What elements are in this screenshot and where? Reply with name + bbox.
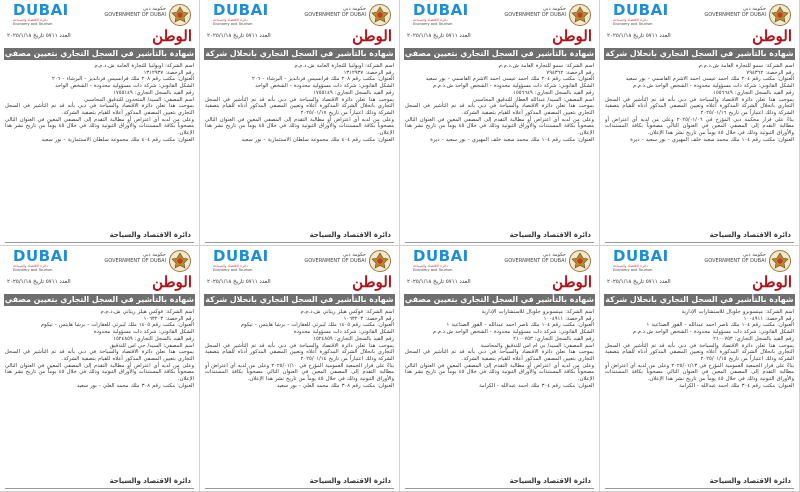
gov-text xyxy=(704,252,766,264)
notice-footer xyxy=(408,229,591,241)
emblem-icon xyxy=(568,249,592,273)
dubai-wordmark: DUBAI xyxy=(13,247,69,265)
notice-body-line: الشكل القانوني: شركة ذات مسؤولية محدودة xyxy=(293,329,394,336)
issue-line: العدد ٥٧١١ تاريخ ٢٠٢٥/١/١٨ xyxy=(607,33,671,39)
notice-body-line: العنوان: مكتب رقم ١٠٤ ملك ناصر احمد عبدالله - القوز الصناعية ١ xyxy=(446,322,594,329)
notice-headline: شهادة بالتأشير في السجل التجاري بانحلال شركة xyxy=(205,295,394,304)
notice-footer xyxy=(208,229,391,241)
issue-line: العدد ٥٧١١ تاريخ ٢٠٢٥/١/١٨ xyxy=(207,279,271,285)
dubai-economy-logo xyxy=(13,3,73,27)
notice-body-line: اسم المصفي: السيد/ المتحدون للتدقيق المحاسبي xyxy=(83,96,194,103)
notice-body-line: اسم الشركة: ميتسوبرو جلوبال للاستشارات الإدارية xyxy=(681,309,794,315)
logo-strip xyxy=(5,3,194,27)
notice-headline: شهادة بالتأشير في السجل التجاري بتعيين مصفي xyxy=(4,49,195,58)
dubai-economy-logo xyxy=(213,249,273,273)
dubai-subtitle-en: Economy and Tourism xyxy=(613,22,653,26)
gov-text-en: GOVERNMENT OF DUBAI xyxy=(104,258,166,264)
notice-body-line: رقم القيد بالسجل التجاري: ٢١٠٠٧٥٣ xyxy=(713,335,794,342)
notice-body-line: رقم القيد بالسجل التجاري: ١٥٢٤٨٥٩ xyxy=(113,335,194,342)
notice-body-line: رقم القيد بالسجل التجاري: ٢١٠٠٧٥٣ xyxy=(513,335,594,342)
notice-card xyxy=(400,0,600,246)
notice-body-line: رقم الرخصة: ١٣١٢٩٣٧ xyxy=(343,69,394,76)
gov-text-ar: حكومة دبي xyxy=(142,6,166,12)
dubai-subtitle-ar: دائرة الاقتصاد والسياحة xyxy=(213,18,248,22)
notice-card xyxy=(600,0,800,246)
notice-body-line: اسم الشركة: اوبولنيا للتجارة العامة ش.ذ.م.م xyxy=(294,63,394,69)
gov-text-ar: حكومة دبي xyxy=(742,252,766,258)
signoff: دائرة الاقتصاد والسياحة xyxy=(709,477,791,485)
notice-body-line: رقم القيد بالسجل التجاري: ١٥٥٦٦٤٩ xyxy=(513,89,594,96)
notice-body-line: العنوان: مكتب رقم ٢٠٨ ملك فرانسيس فرنانديز - البرشاء - ٢٠٦ xyxy=(51,76,194,83)
issue-line: العدد ٥٧١١ تاريخ ٢٠٢٥/١/١٨ xyxy=(407,33,471,39)
notice-body-line: الشكل القانوني: شركة ذات مسؤولية محدودة xyxy=(93,329,194,336)
notice-card xyxy=(0,0,200,246)
notice-body-line: رقم القيد بالسجل التجاري: ١٥٥٦٦٤٩ xyxy=(713,89,794,96)
dubai-wordmark: DUBAI xyxy=(613,1,669,19)
newspaper-name: الوطن xyxy=(352,273,392,291)
gov-text-ar: حكومة دبي xyxy=(142,252,166,258)
gov-text-ar: حكومة دبي xyxy=(542,252,566,258)
signoff: دائرة الاقتصاد والسياحة xyxy=(709,231,791,239)
notice-footer xyxy=(8,475,191,487)
notice-card xyxy=(600,246,800,492)
notice-body-line: رقم الرخصة: ١٠٠٤٩١١ xyxy=(543,315,594,322)
notice-body xyxy=(405,63,594,143)
dubai-subtitle-ar: دائرة الاقتصاد والسياحة xyxy=(13,18,48,22)
signoff: دائرة الاقتصاد والسياحة xyxy=(309,477,391,485)
dubai-subtitle-en: Economy and Tourism xyxy=(413,268,453,272)
emblem-icon xyxy=(168,3,192,27)
dubai-economy-logo xyxy=(613,3,673,27)
notice-body-line: وعلى من لديه أي اعتراض أو مطالبة التقدم إلى المصفي المعين في العنوان التالي مصحوباً بكافة المستندات والأوراق الثبوتية وذلك في خلال ٤٥ يوماً من تاريخ نشر هذا الإعلان. xyxy=(405,362,594,383)
notice-body-line: الشكل القانوني: شركة ذات مسؤولية محدودة - الشخص الواحد xyxy=(55,83,194,90)
dubai-subtitle-ar: دائرة الاقتصاد والسياحة xyxy=(213,264,248,268)
notice-body-line: اسم المصفي: السيد/ عبدالله العطار للتدقيق المحاسبي xyxy=(473,96,594,103)
gov-text-en: GOVERNMENT OF DUBAI xyxy=(704,12,766,18)
notice-body-line: اسم الشركة: فوكس هيلز ريتاني ش.ذ.م.م xyxy=(100,309,194,315)
notice-body-line: بناءً على قرار الجمعية العمومية المؤرخ في ٢٠٢٥/٠١/١٣ وعلى من لديه أي اعتراض أو مطالبة التقدم إلى المصفي المعين في العنوان التالي مصحوباً بكافة المستندات والأوراق الثبوتية وذلك في خلال ٤٥ يوماً من تاريخ نشر هذا الإعلان. xyxy=(605,362,794,383)
notice-body-line: رقم الرخصة: ١٠٠٤٩١١ xyxy=(743,315,794,322)
issue-line: العدد ٥٧١١ تاريخ ٢٠٢٥/١/١٨ xyxy=(7,279,71,285)
notice-body-line: اسم المصفي: السيد/ جي اس للتدقيق xyxy=(109,342,194,349)
signoff: دائرة الاقتصاد والسياحة xyxy=(509,477,591,485)
dubai-subtitle-en: Economy and Tourism xyxy=(613,268,653,272)
notice-body xyxy=(605,63,794,143)
signoff: دائرة الاقتصاد والسياحة xyxy=(309,231,391,239)
notice-body-line: وعلى من لديه أي اعتراض أو مطالبة التقدم إلى المصفي المعين في العنوان التالي مصحوباً بكافة المستندات والأوراق الثبوتية وذلك في خلال ٤٥ يوماً من تاريخ نشر هذا الإعلان. xyxy=(405,116,594,137)
newspaper-name: الوطن xyxy=(752,27,792,45)
emblem-icon xyxy=(168,249,192,273)
footer-divider xyxy=(5,488,194,489)
notice-body-line: رقم الرخصة: ٧٩٤٣٦٢ xyxy=(546,69,594,76)
notice-body-line: العنوان: مكتب رقم ٣٠٤ ملك احمد عبدالله - الكرامة xyxy=(679,382,794,389)
notice-body-line: العنوان: مكتب رقم ٢٠٨ ملك فرانسيس فرنانديز - البرشاء - ٢٠٦ xyxy=(251,76,394,83)
newspaper-masthead xyxy=(5,274,194,292)
notice-body-line: الشكل القانوني: شركة ذات مسؤولية محدودة - الشخص الواحد xyxy=(255,83,394,90)
notice-body-line: الشكل القانوني: شركة ذات مسؤولية محدودة - الشخص الواحد ش.ذ.م.م xyxy=(633,83,794,90)
newspaper-masthead xyxy=(5,28,194,46)
notice-body-line: رقم الرخصة: ١٣١٢٩٣٧ xyxy=(143,69,194,76)
gov-text xyxy=(504,6,566,18)
dubai-subtitle-ar: دائرة الاقتصاد والسياحة xyxy=(413,18,448,22)
notice-headline: شهادة بالتأشير في السجل التجاري بتعيين مصفي xyxy=(404,295,595,304)
footer-divider xyxy=(405,488,594,489)
notice-body-line: بموجب هذا تعلن دائرة الاقتصاد والسياحة في دبي بأنه قد تم التأشير في السجل التجاري بانحلال الشركة المذكورة أعلاه وتعيين المصفي المذكور أدناه للقيام بتصفية الشركة وذلك اعتباراً من تاريخ ٢٠٢٥/٠١/١٤ xyxy=(205,342,394,362)
emblem-icon xyxy=(568,3,592,27)
emblem-icon xyxy=(368,3,392,27)
newspaper-name: الوطن xyxy=(152,27,192,45)
notice-body xyxy=(5,63,194,143)
notice-body-line: العنوان: مكتب رقم ١٠٤ ملك محمد سعيد خلف المهيري - بور سعيد - ديرة xyxy=(630,136,794,143)
notice-headline: شهادة بالتأشير في السجل التجاري بانحلال شركة xyxy=(605,295,794,304)
notice-body-line: رقم القيد بالسجل التجاري: ١٧٥٥١٤٩ xyxy=(313,89,394,96)
notice-body-line: اسم الشركة: فوكس هيلز ريتاني ش.ذ.م.م xyxy=(300,309,394,315)
gov-text-en: GOVERNMENT OF DUBAI xyxy=(504,258,566,264)
gov-text-ar: حكومة دبي xyxy=(342,252,366,258)
notice-body-line: رقم الرخصة: ٧٩٤٣٦٢ xyxy=(746,69,794,76)
notice-body xyxy=(405,309,594,389)
notice-body-line: الشكل القانوني: شركة ذات مسؤولية محدودة - الشخص الواحد ش.ذ.م.م xyxy=(633,329,794,336)
notice-body-line: العنوان: مكتب رقم ٤٠٤ ملك مجموعة سلطان الاستثمارية - بور سعيد xyxy=(41,136,194,143)
signoff: دائرة الاقتصاد والسياحة xyxy=(509,231,591,239)
notice-headline: شهادة بالتأشير في السجل التجاري بتعيين مصفي xyxy=(4,295,195,304)
notice-body-line: رقم القيد بالسجل التجاري: ١٧٥٥١٤٩ xyxy=(113,89,194,96)
logo-strip xyxy=(405,249,594,273)
notice-body-line: العنوان: مكتب رقم ٣٠٨ ملك محمد العلي - بور سعيد xyxy=(276,382,394,389)
logo-strip xyxy=(205,3,394,27)
notice-headline: شهادة بالتأشير في السجل التجاري بتعيين مصفي xyxy=(404,49,595,58)
issue-line: العدد ٥٧١١ تاريخ ٢٠٢٥/١/١٨ xyxy=(7,33,71,39)
gov-text xyxy=(704,6,766,18)
gov-text xyxy=(504,252,566,264)
notice-footer xyxy=(8,229,191,241)
dubai-subtitle-en: Economy and Tourism xyxy=(13,22,53,26)
notice-body-line: بموجب هذا تعلن دائرة الاقتصاد والسياحة في دبي بأنه قد تم التأشير في السجل التجاري بتعيين المصفي المذكور أعلاه للقيام بتصفية الشركة. xyxy=(5,349,194,362)
dubai-economy-logo xyxy=(613,249,673,273)
gov-text-ar: حكومة دبي xyxy=(742,6,766,12)
newspaper-masthead xyxy=(405,274,594,292)
gov-text-ar: حكومة دبي xyxy=(542,6,566,12)
newspaper-name: الوطن xyxy=(552,273,592,291)
dubai-subtitle-ar: دائرة الاقتصاد والسياحة xyxy=(13,264,48,268)
notice-card xyxy=(200,0,400,246)
gov-text-en: GOVERNMENT OF DUBAI xyxy=(104,12,166,18)
notice-body-line: رقم القيد بالسجل التجاري: ١٥٢٤٨٥٩ xyxy=(313,335,394,342)
logo-strip xyxy=(605,3,794,27)
logo-strip xyxy=(5,249,194,273)
dubai-subtitle-ar: دائرة الاقتصاد والسياحة xyxy=(613,264,648,268)
notice-body-line: العنوان: مكتب رقم ٤٠٤ ملك مجموعة سلطان الاستثمارية - بور سعيد xyxy=(241,136,394,143)
footer-divider xyxy=(605,488,794,489)
newspaper-masthead xyxy=(605,274,794,292)
notice-body-line: اسم الشركة: سمو للتجارة العامة ش.ذ.م.م xyxy=(698,63,794,69)
dubai-wordmark: DUBAI xyxy=(413,1,469,19)
dubai-subtitle-ar: دائرة الاقتصاد والسياحة xyxy=(413,264,448,268)
notice-body-line: بموجب هذا تعلن دائرة الاقتصاد والسياحة في دبي بأنه قد تم التأشير في السجل التجاري بتعيين المصفي المذكور أعلاه للقيام بتصفية الشركة. xyxy=(405,349,594,362)
notice-footer xyxy=(408,475,591,487)
dubai-subtitle-ar: دائرة الاقتصاد والسياحة xyxy=(613,18,648,22)
newspaper-name: الوطن xyxy=(352,27,392,45)
footer-divider xyxy=(205,242,394,243)
logo-strip xyxy=(205,249,394,273)
dubai-wordmark: DUBAI xyxy=(213,1,269,19)
dubai-wordmark: DUBAI xyxy=(213,247,269,265)
dubai-economy-logo xyxy=(413,3,473,27)
dubai-economy-logo xyxy=(213,3,273,27)
notice-body-line: العنوان: مكتب رقم ٣٠٤ ملك احمد عبدالله - الكرامة xyxy=(479,382,594,389)
notice-body-line: اسم الشركة: ميتسوبرو جلوبال للاستشارات الإدارية xyxy=(481,309,594,315)
issue-line: العدد ٥٧١١ تاريخ ٢٠٢٥/١/١٨ xyxy=(207,33,271,39)
gov-text xyxy=(304,6,366,18)
gov-text-en: GOVERNMENT OF DUBAI xyxy=(304,258,366,264)
footer-divider xyxy=(405,242,594,243)
notice-headline: شهادة بالتأشير في السجل التجاري بانحلال شركة xyxy=(605,49,794,58)
emblem-icon xyxy=(768,249,792,273)
notice-body-line: بموجب هذا تعلن دائرة الاقتصاد والسياحة في دبي بأنه قد تم التأشير في السجل التجاري بانحلال الشركة المذكورة أعلاه وتعيين المصفي المذكور أدناه للقيام بتصفية الشركة وذلك اعتباراً من تاريخ ٢٠٢٥/٠١/١٦ xyxy=(605,96,794,116)
footer-divider xyxy=(605,242,794,243)
notice-body-line: اسم الشركة: اوبولنيا للتجارة العامة ش.ذ.م.م xyxy=(94,63,194,69)
newspaper-masthead xyxy=(205,28,394,46)
notice-body xyxy=(205,63,394,143)
issue-line: العدد ٥٧١١ تاريخ ٢٠٢٥/١/١٨ xyxy=(607,279,671,285)
newspaper-name: الوطن xyxy=(152,273,192,291)
notice-body-line: وعلى من لديه أي اعتراض أو مطالبة التقدم إلى المصفي المعين في العنوان التالي مصحوباً بكافة المستندات والأوراق الثبوتية وذلك في خلال ٤٥ يوماً من تاريخ نشر هذا الإعلان. xyxy=(5,116,194,137)
notice-body-line: اسم المصفي: السيد/ بي ام اس للتدقيق والمحاسبة xyxy=(480,342,594,349)
notice-body-line: العنوان: مكتب رقم ١٠٤ ملك ناصر احمد عبدالله - القوز الصناعية ١ xyxy=(646,322,794,329)
gov-text xyxy=(304,252,366,264)
dubai-economy-logo xyxy=(413,249,473,273)
gov-text xyxy=(104,252,166,264)
notice-body-line: اسم الشركة: سمو للتجارة العامة ش.ذ.م.م xyxy=(498,63,594,69)
notice-body-line: بناءً على قرار محكمة دبي المؤرخ في ٢٠٢٥/٠١/٠٦ وعلى من لديه أي اعتراض أو مطالبة التقدم إلى المصفي المعين في العنوان التالي مصحوباً بكافة المستندات والأوراق الثبوتية وذلك في خلال ٤٥ يوماً من تاريخ نشر هذا الإعلان. xyxy=(605,116,794,137)
notice-footer xyxy=(608,475,791,487)
dubai-subtitle-en: Economy and Tourism xyxy=(13,268,53,272)
notice-body-line: بموجب هذا تعلن دائرة الاقتصاد والسياحة في دبي بأنه قد تم التأشير في السجل التجاري بتعيين المصفي المذكور أعلاه للقيام بتصفية الشركة. xyxy=(5,103,194,116)
notice-body-line: العنوان: مكتب رقم ١٤٠٥ ملك ليبرتي للعقارات - برشا هايتس - تيكوم xyxy=(40,322,194,329)
emblem-icon xyxy=(768,3,792,27)
newspaper-masthead xyxy=(405,28,594,46)
notice-card xyxy=(200,246,400,492)
dubai-subtitle-en: Economy and Tourism xyxy=(213,22,253,26)
newspaper-masthead xyxy=(205,274,394,292)
signoff: دائرة الاقتصاد والسياحة xyxy=(109,477,191,485)
emblem-icon xyxy=(368,249,392,273)
dubai-wordmark: DUBAI xyxy=(413,247,469,265)
dubai-subtitle-en: Economy and Tourism xyxy=(413,22,453,26)
notice-body-line: وعلى من لديه أي اعتراض أو مطالبة التقدم إلى المصفي المعين في العنوان التالي مصحوباً بكافة المستندات والأوراق الثبوتية وذلك في خلال ٤٥ يوماً من تاريخ نشر هذا الإعلان. xyxy=(205,116,394,137)
issue-line: العدد ٥٧١١ تاريخ ٢٠٢٥/١/١٨ xyxy=(407,279,471,285)
footer-divider xyxy=(5,242,194,243)
newspaper-name: الوطن xyxy=(552,27,592,45)
signoff: دائرة الاقتصاد والسياحة xyxy=(109,231,191,239)
gov-text-en: GOVERNMENT OF DUBAI xyxy=(504,12,566,18)
dubai-wordmark: DUBAI xyxy=(13,1,69,19)
notice-body-line: الشكل القانوني: شركة ذات مسؤولية محدودة - الشخص الواحد ش.ذ.م.م xyxy=(433,83,594,90)
notice-body-line: بموجب هذا تعلن دائرة الاقتصاد والسياحة في دبي بأنه قد تم التأشير في السجل التجاري بانحلال الشركة المذكورة أعلاه وتعيين المصفي المذكور أدناه للقيام بتصفية الشركة وذلك اعتباراً من تاريخ ٢٠٢٥/٠١/١٥ xyxy=(605,342,794,362)
gov-text-ar: حكومة دبي xyxy=(342,6,366,12)
gov-text-en: GOVERNMENT OF DUBAI xyxy=(704,258,766,264)
notice-body xyxy=(205,309,394,389)
notice-body-line: بناءً على قرار الجمعية العمومية المؤرخ في ٢٠٢٥/٠١/١٠ وعلى من لديه أي اعتراض أو مطالبة التقدم إلى المصفي المعين في العنوان التالي مصحوباً بكافة المستندات والأوراق الثبوتية وذلك في خلال ٤٥ يوماً من تاريخ نشر هذا الإعلان. xyxy=(205,362,394,383)
notice-body-line: العنوان: مكتب رقم ١٠٤ ملك محمد سعيد خلف المهيري - بور سعيد - ديرة xyxy=(430,136,594,143)
newspaper-name: الوطن xyxy=(752,273,792,291)
dubai-economy-logo xyxy=(13,249,73,273)
notice-body-line: بموجب هذا تعلن دائرة الاقتصاد والسياحة في دبي بأنه قد تم التأشير في السجل التجاري بتعيين المصفي المذكور أعلاه للقيام بتصفية الشركة. xyxy=(405,103,594,116)
notice-body-line: رقم الرخصة: ١٠٦٣٢٠٣ xyxy=(343,315,394,322)
notice-headline: شهادة بالتأشير في السجل التجاري بانحلال شركة xyxy=(205,49,394,58)
notice-body xyxy=(5,309,194,389)
notice-body-line: رقم الرخصة: ١٠٦٣٢٠٣ xyxy=(143,315,194,322)
notice-card xyxy=(400,246,600,492)
notice-body-line: العنوان: مكتب رقم ١٤٠٥ ملك ليبرتي للعقارات - برشا هايتس - تيكوم xyxy=(240,322,394,329)
notice-body-line: وعلى من لديه أي اعتراض أو مطالبة التقدم إلى المصفي المعين في العنوان التالي مصحوباً بكافة المستندات والأوراق الثبوتية وذلك في خلال ٤٥ يوماً من تاريخ نشر هذا الإعلان. xyxy=(5,362,194,383)
notice-body-line: العنوان: مكتب رقم ٣٠٨ ملك محمد العلي - بور سعيد xyxy=(76,382,194,389)
notice-card xyxy=(0,246,200,492)
notice-footer xyxy=(208,475,391,487)
footer-divider xyxy=(205,488,394,489)
notice-body-line: بموجب هذا تعلن دائرة الاقتصاد والسياحة في دبي بأنه قد تم التأشير في السجل التجاري بانحلال الشركة المذكورة أعلاه وتعيين المصفي المذكور أدناه للقيام بتصفية الشركة وذلك اعتباراً من تاريخ ٢٠٢٥/٠١/١٧ xyxy=(205,96,394,116)
newspaper-masthead xyxy=(605,28,794,46)
notice-body xyxy=(605,309,794,389)
logo-strip xyxy=(405,3,594,27)
notice-body-line: العنوان: مكتب رقم ٢٠٤ ملك احمد عيسى احمد الاشرم القاسمي - بور سعيد xyxy=(425,76,594,83)
dubai-wordmark: DUBAI xyxy=(613,247,669,265)
gov-text xyxy=(104,6,166,18)
notice-body-line: العنوان: مكتب رقم ٢٠٤ ملك احمد عيسى احمد الاشرم القاسمي - بور سعيد xyxy=(625,76,794,83)
notice-footer xyxy=(608,229,791,241)
dubai-subtitle-en: Economy and Tourism xyxy=(213,268,253,272)
gov-text-en: GOVERNMENT OF DUBAI xyxy=(304,12,366,18)
logo-strip xyxy=(605,249,794,273)
notice-body-line: الشكل القانوني: شركة ذات مسؤولية محدودة - الشخص الواحد ش.ذ.م.م xyxy=(433,329,594,336)
